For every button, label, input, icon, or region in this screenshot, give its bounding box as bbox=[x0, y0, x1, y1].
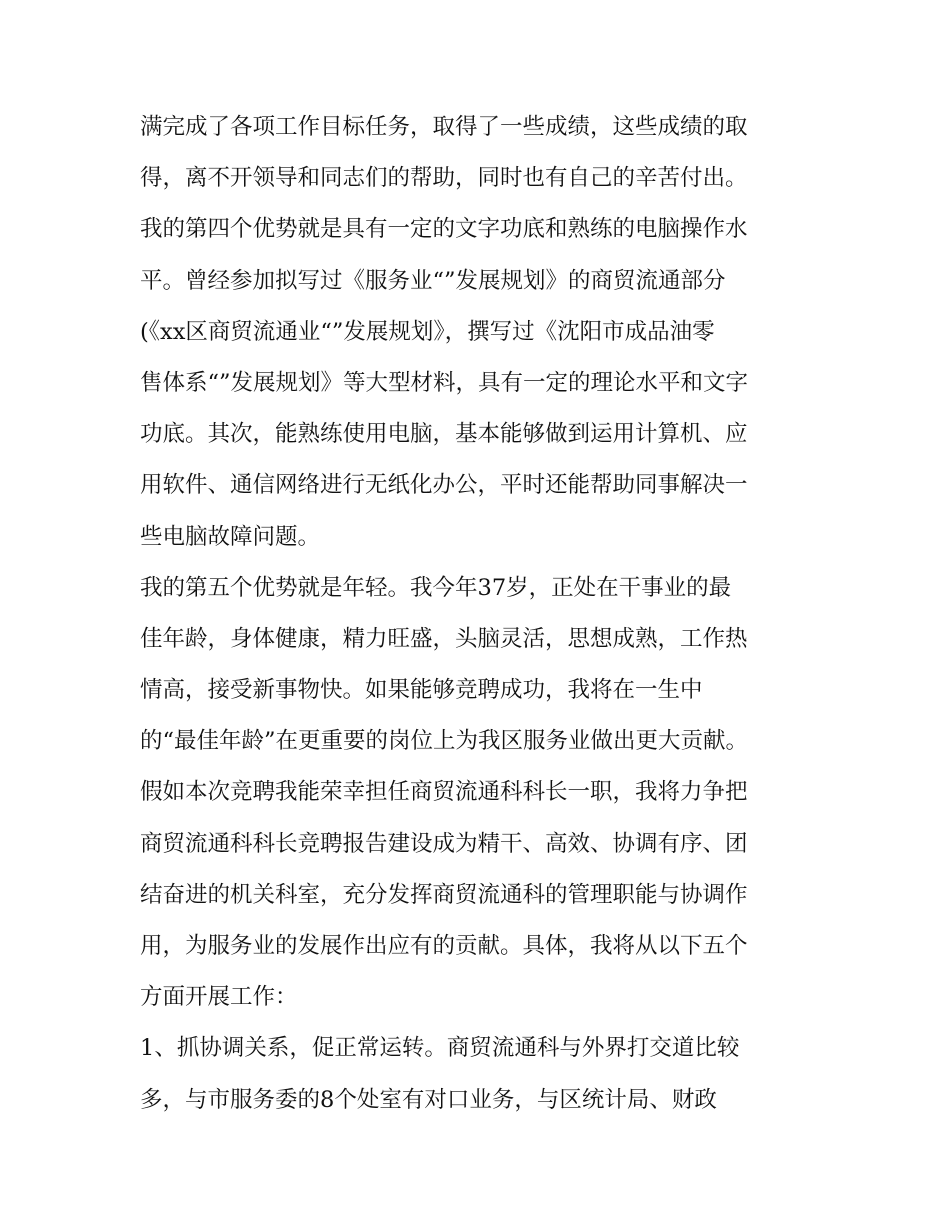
text-line-8: 用软件、通信网络进行无纸化办公，平时还能帮助同事解决一 bbox=[140, 472, 748, 499]
text-line-14: 假如本次竞聘我能荣幸担任商贸流通科科长一职，我将力争把 bbox=[140, 779, 748, 806]
text-line-16: 结奋进的机关科室，充分发挥商贸流通科的管理职能与协调作 bbox=[140, 881, 748, 908]
text-line-12: 情高，接受新事物快。如果能够竞聘成功，我将在一生中 bbox=[140, 677, 703, 704]
text-line-17: 用，为服务业的发展作出应有的贡献。具体，我将从以下五个 bbox=[140, 933, 748, 959]
text-line-5: (《xx区商贸流通业“”发展规划》，撰写过《沈阳市成品油零 bbox=[140, 318, 715, 345]
text-line-3: 我的第四个优势就是具有一定的文字功底和熟练的电脑操作水 bbox=[140, 216, 748, 243]
text-line-4: 平。曾经参加拟写过《服务业“”发展规划》的商贸流通部分 bbox=[140, 267, 726, 294]
text-line-9: 些电脑故障问题。 bbox=[140, 523, 321, 550]
text-line-18: 方面开展工作： bbox=[140, 984, 298, 1011]
text-line-6: 售体系“”发展规划》等大型材料，具有一定的理论水平和文字 bbox=[140, 369, 749, 396]
text-line-13: 的“最佳年龄”在更重要的岗位上为我区服务业做出更大贡献。 bbox=[140, 728, 749, 755]
text-line-20: 多，与市服务委的8个处室有对口业务，与区统计局、财政 bbox=[140, 1086, 717, 1113]
document-body-text bbox=[140, 102, 820, 1126]
text-line-11: 佳年龄，身体健康，精力旺盛，头脑灵活，思想成熟，工作热 bbox=[140, 625, 748, 652]
text-line-1: 满完成了各项工作目标任务，取得了一些成绩，这些成绩的取 bbox=[140, 114, 748, 140]
text-line-15: 商贸流通科科长竞聘报告建设成为精干、高效、协调有序、团 bbox=[140, 830, 748, 857]
text-line-7: 功底。其次，能熟练使用电脑，基本能够做到运用计算机、应 bbox=[140, 421, 748, 448]
text-line-10: 我的第五个优势就是年轻。我今年37岁，正处在干事业的最 bbox=[140, 574, 732, 601]
text-line-2: 得，离不开领导和同志们的帮助，同时也有自己的辛苦付出。 bbox=[140, 165, 748, 192]
text-line-19: 1、抓协调关系，促正常运转。商贸流通科与外界打交道比较 bbox=[140, 1035, 740, 1062]
